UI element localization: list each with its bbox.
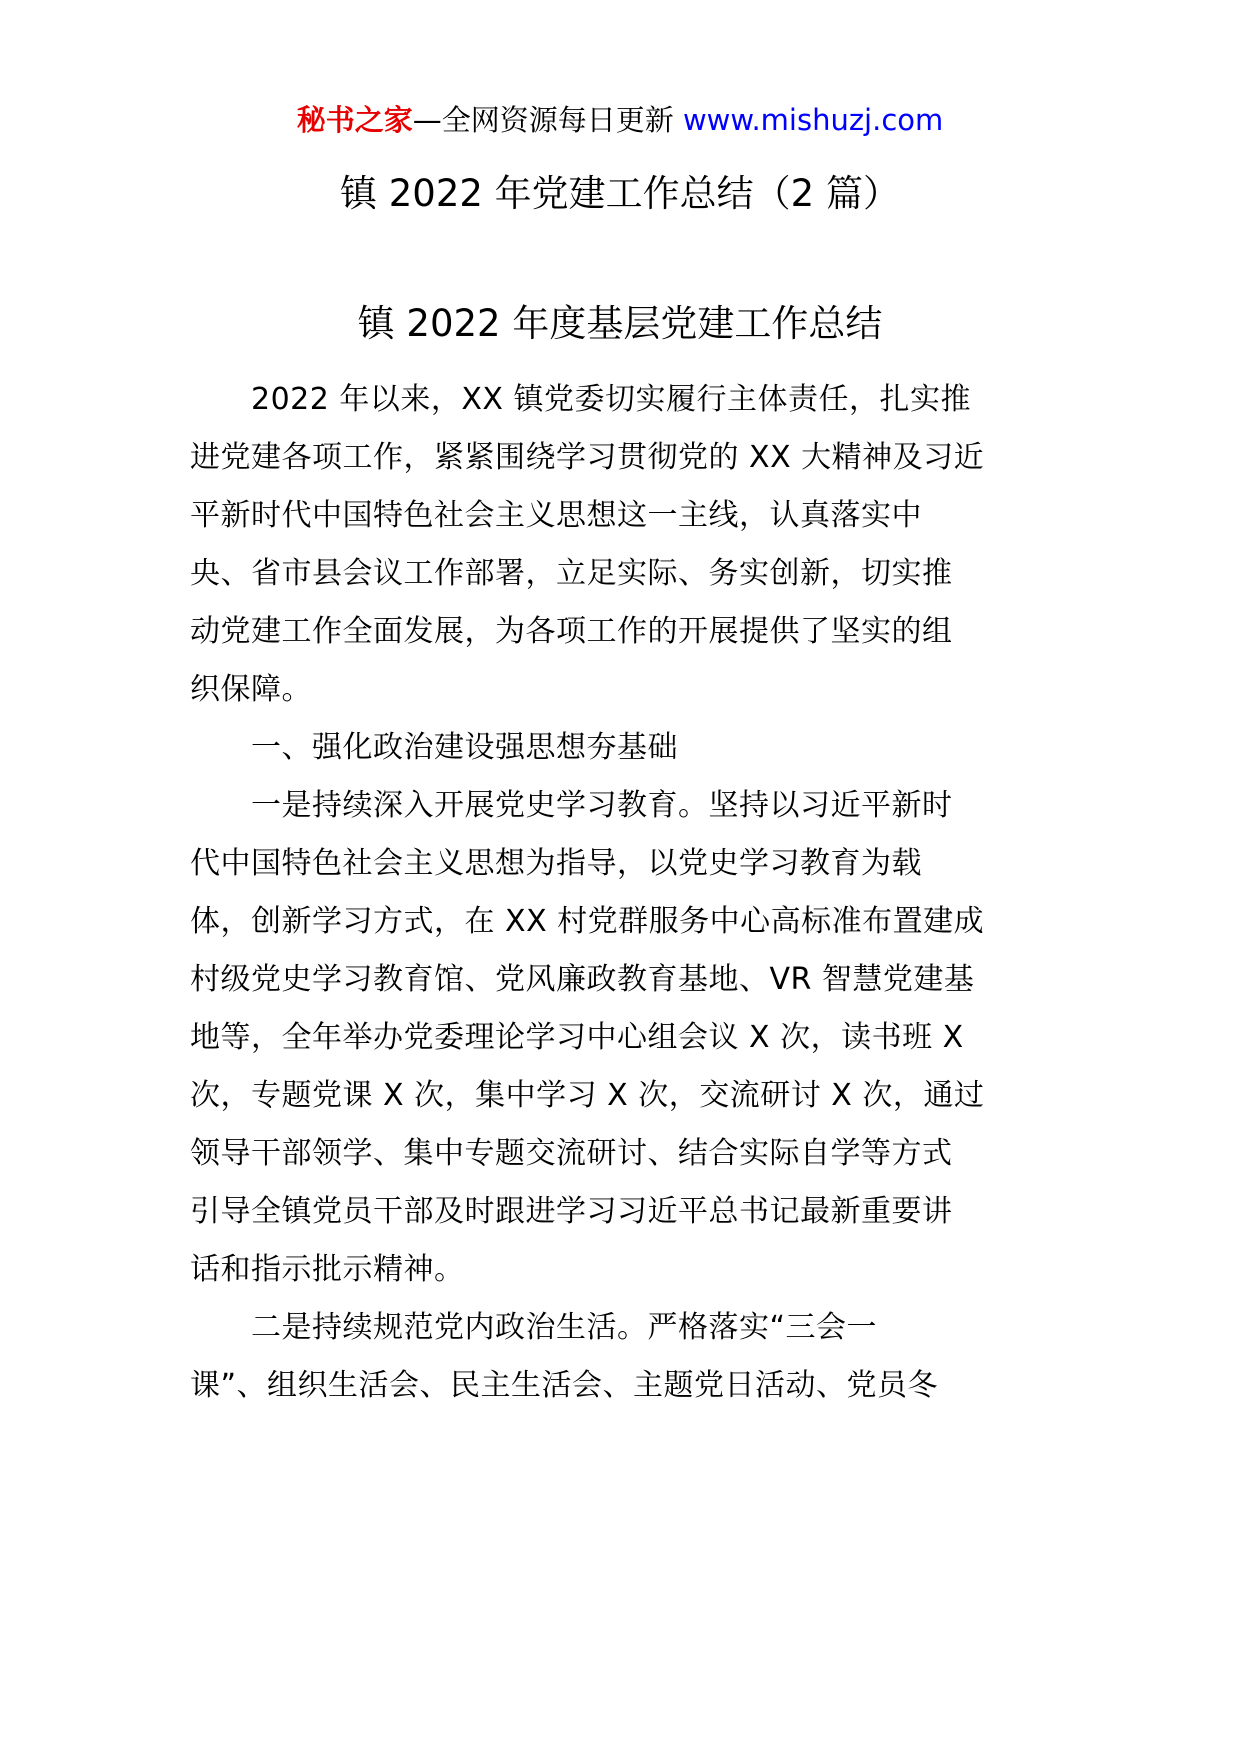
body-text-line: 代中国特色社会主义思想为指导，以党史学习教育为载	[190, 846, 922, 881]
body-text-line: 动党建工作全面发展，为各项工作的开展提供了坚实的组	[190, 614, 953, 649]
document-title: 镇 2022 年党建工作总结（2 篇）	[340, 172, 900, 215]
brand-tagline: —全网资源每日更新	[412, 103, 683, 137]
body-text-line: 二是持续规范党内政治生活。严格落实“三会一	[190, 1310, 878, 1345]
body-text-line: 村级党史学习教育馆、党风廉政教育基地、VR 智慧党建基	[190, 962, 975, 997]
brand-name: 秘书之家	[296, 103, 413, 137]
body-text-line: 央、省市县会议工作部署，立足实际、务实创新，切实推	[190, 556, 953, 591]
section-heading: 一、强化政治建设强思想夯基础	[190, 730, 678, 765]
body-text-line: 次，专题党课 X 次，集中学习 X 次，交流研讨 X 次，通过	[190, 1078, 985, 1113]
body-text-line: 地等，全年举办党委理论学习中心组会议 X 次，读书班 X	[190, 1020, 964, 1055]
body-text-line: 引导全镇党员干部及时跟进学习习近平总书记最新重要讲	[190, 1194, 953, 1229]
body-text-line: 平新时代中国特色社会主义思想这一主线，认真落实中	[190, 498, 922, 533]
body-text-line: 进党建各项工作，紧紧围绕学习贯彻党的 XX 大精神及习近	[190, 440, 985, 475]
body-text-line: 2022 年以来，XX 镇党委切实履行主体责任，扎实推	[190, 382, 972, 417]
site-url-link[interactable]: www.mishuzj.com	[682, 103, 944, 137]
site-watermark-header	[0, 100, 1240, 140]
body-text-line: 织保障。	[190, 672, 312, 707]
body-text-line: 课”、组织生活会、民主生活会、主题党日活动、党员冬	[190, 1368, 939, 1403]
body-text-line: 话和指示批示精神。	[190, 1252, 465, 1287]
document-subtitle: 镇 2022 年度基层党建工作总结	[357, 302, 883, 345]
body-text-line: 领导干部领学、集中专题交流研讨、结合实际自学等方式	[190, 1136, 953, 1171]
body-text-line: 体，创新学习方式，在 XX 村党群服务中心高标准布置建成	[190, 904, 985, 939]
body-text-line: 一是持续深入开展党史学习教育。坚持以习近平新时	[190, 788, 953, 823]
